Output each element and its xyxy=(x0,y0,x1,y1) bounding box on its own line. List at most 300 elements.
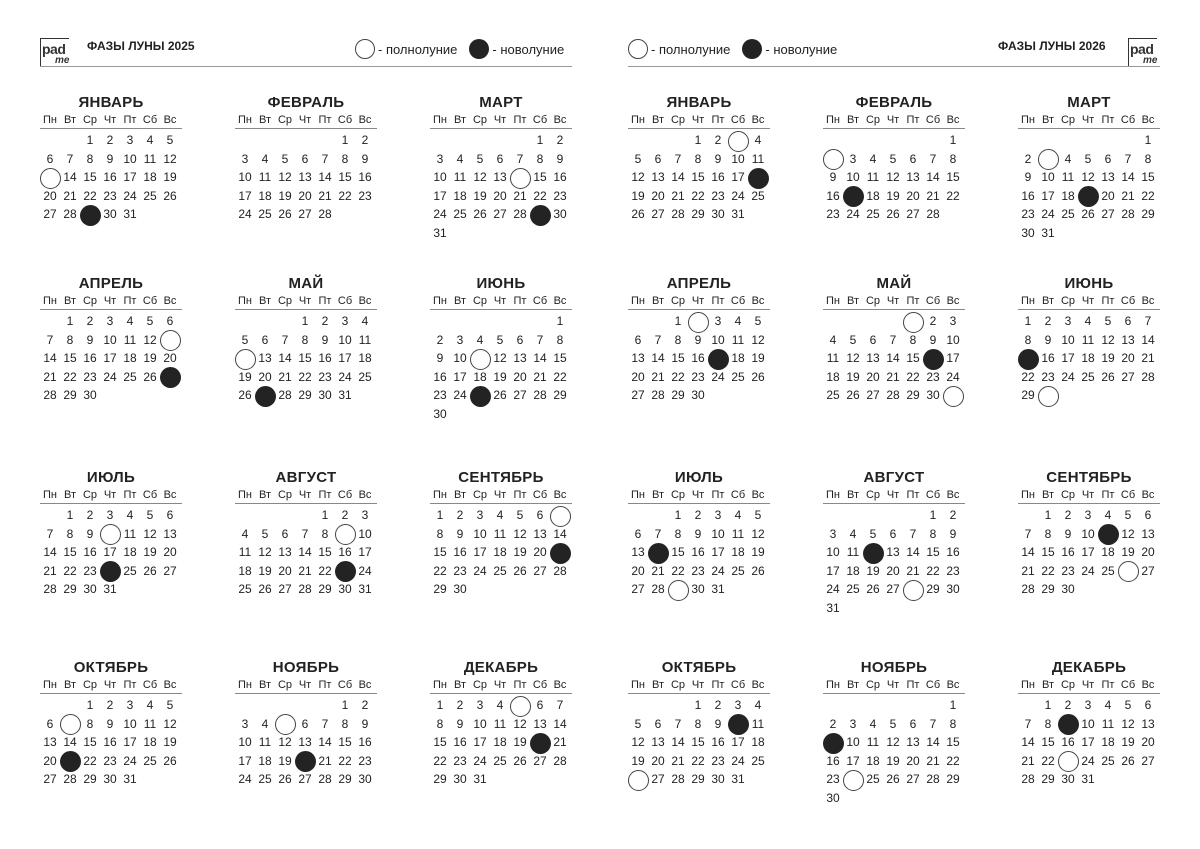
day-cell: 23 xyxy=(1021,207,1035,221)
day-grid xyxy=(40,312,182,405)
day-cell: 6 xyxy=(654,716,662,731)
day-cell: 28 xyxy=(63,207,77,221)
day-cell: 11 xyxy=(258,735,272,749)
day-cell: 25 xyxy=(258,207,272,221)
day-cell: 28 xyxy=(553,563,567,578)
day-cell: 18 xyxy=(866,188,880,203)
weekday-label: Сб xyxy=(532,679,548,691)
day-cell: 8 xyxy=(674,332,682,347)
day-cell: 2 xyxy=(929,314,937,328)
day-cell: 26 xyxy=(143,563,157,578)
day-cell: 25 xyxy=(493,563,507,578)
day-cell: 23 xyxy=(103,753,117,768)
day-cell: 23 xyxy=(926,369,940,384)
day-cell: 21 xyxy=(318,188,332,203)
day-cell: 22 xyxy=(553,369,567,384)
day-cell: 18 xyxy=(1101,545,1115,559)
month-7 xyxy=(40,468,182,599)
day-cell: 6 xyxy=(1124,314,1132,328)
weekday-label: Вс xyxy=(751,114,765,126)
day-cell: 31 xyxy=(103,582,117,596)
day-cell: 13 xyxy=(651,735,665,749)
month-1 xyxy=(628,93,770,224)
month-7 xyxy=(628,468,770,599)
day-cell: 13 xyxy=(866,351,880,365)
weekday-label: Вт xyxy=(1041,679,1054,691)
day-cell: 20 xyxy=(631,369,645,384)
day-cell: 27 xyxy=(513,388,527,402)
month-name: НОЯБРЬ xyxy=(272,659,340,676)
weekday-label: Чт xyxy=(298,295,312,307)
day-cell: 1 xyxy=(66,508,74,522)
day-cell: 30 xyxy=(103,772,117,786)
day-cell: 27 xyxy=(298,772,312,786)
day-cell: 9 xyxy=(456,526,464,541)
day-cell: 16 xyxy=(433,369,447,384)
day-cell: 5 xyxy=(889,151,897,166)
day-cell: 2 xyxy=(361,133,369,147)
weekday-label: Ср xyxy=(472,114,488,126)
day-grid xyxy=(628,696,770,789)
day-cell: 8 xyxy=(341,716,349,731)
new-moon-day xyxy=(255,386,275,405)
weekday-label: Пн xyxy=(1021,295,1035,307)
weekday-label: Ср xyxy=(277,295,293,307)
day-cell: 3 xyxy=(829,526,837,541)
day-cell: 16 xyxy=(1041,351,1055,365)
day-cell: 13 xyxy=(1101,170,1115,184)
day-cell: 21 xyxy=(553,735,567,749)
weekday-label: Сб xyxy=(532,489,548,501)
day-cell: 30 xyxy=(691,388,705,402)
day-cell: 18 xyxy=(238,563,252,578)
weekday-label: Вс xyxy=(751,489,765,501)
day-cell: 21 xyxy=(926,753,940,768)
day-cell: 4 xyxy=(261,716,269,731)
day-cell: 26 xyxy=(258,582,272,596)
day-cell: 12 xyxy=(278,170,292,184)
day-cell: 29 xyxy=(926,582,940,596)
weekday-label: Ср xyxy=(277,489,293,501)
day-cell: 26 xyxy=(1101,369,1115,384)
day-cell: 19 xyxy=(751,545,765,559)
weekday-label: Чт xyxy=(691,679,705,691)
day-cell: 27 xyxy=(298,207,312,221)
weekday-label: Пн xyxy=(631,295,645,307)
day-cell: 18 xyxy=(1061,188,1075,203)
month-10 xyxy=(40,658,182,789)
day-cell: 30 xyxy=(318,388,332,402)
month-2 xyxy=(823,93,965,224)
day-cell: 8 xyxy=(1024,332,1032,347)
day-cell: 31 xyxy=(473,772,487,786)
weekday-label: Пт xyxy=(318,114,332,126)
weekday-label: Ср xyxy=(670,114,686,126)
day-cell: 3 xyxy=(849,151,857,166)
day-cell: 29 xyxy=(671,388,685,402)
weekday-label: Ср xyxy=(670,679,686,691)
day-cell: 18 xyxy=(493,545,507,559)
day-cell: 1 xyxy=(341,698,349,712)
weekday-label: Вт xyxy=(453,679,466,691)
day-cell: 24 xyxy=(1081,563,1095,578)
day-grid xyxy=(40,696,182,789)
weekday-label: Чт xyxy=(886,679,900,691)
day-cell: 11 xyxy=(826,351,840,365)
day-cell: 12 xyxy=(1121,716,1135,731)
day-cell: 23 xyxy=(1061,563,1075,578)
legend-new-label: - новолуние xyxy=(765,41,838,57)
weekday-label: Вт xyxy=(63,489,76,501)
day-cell: 27 xyxy=(278,582,292,596)
day-cell: 11 xyxy=(866,735,880,749)
weekday-label: Сб xyxy=(142,489,158,501)
day-cell: 24 xyxy=(103,369,117,384)
day-cell: 15 xyxy=(1141,170,1155,184)
day-cell: 11 xyxy=(143,151,157,166)
day-cell: 2 xyxy=(361,698,369,712)
day-cell: 3 xyxy=(456,332,464,347)
day-cell: 12 xyxy=(513,526,527,541)
day-cell: 18 xyxy=(123,351,137,365)
day-cell: 20 xyxy=(278,563,292,578)
day-cell: 3 xyxy=(241,151,249,166)
day-cell: 5 xyxy=(146,508,154,522)
weekday-label: Вс xyxy=(751,679,765,691)
day-cell: 3 xyxy=(734,698,742,712)
day-cell: 6 xyxy=(654,151,662,166)
new-moon-day xyxy=(1018,349,1038,368)
month-11 xyxy=(235,658,377,789)
day-cell: 22 xyxy=(906,369,920,384)
day-cell: 29 xyxy=(906,388,920,402)
day-cell: 28 xyxy=(63,772,77,786)
day-cell: 1 xyxy=(674,314,682,328)
day-cell: 3 xyxy=(106,508,114,522)
day-cell: 17 xyxy=(103,351,117,365)
day-cell: 26 xyxy=(163,753,177,768)
day-cell: 21 xyxy=(926,188,940,203)
new-moon-day xyxy=(160,368,180,387)
day-cell: 7 xyxy=(516,151,524,166)
day-cell: 16 xyxy=(711,735,725,749)
weekday-label: Пт xyxy=(123,295,137,307)
calendar-2026 xyxy=(600,0,1200,849)
day-cell: 18 xyxy=(731,545,745,559)
weekday-label: Пт xyxy=(906,295,920,307)
day-cell: 8 xyxy=(301,332,309,347)
day-cell: 23 xyxy=(83,369,97,384)
day-cell: 9 xyxy=(1024,170,1032,184)
day-cell: 25 xyxy=(1061,207,1075,221)
weekday-header xyxy=(628,294,770,310)
day-cell: 22 xyxy=(83,753,97,768)
day-cell: 26 xyxy=(866,582,880,596)
day-cell: 24 xyxy=(473,563,487,578)
weekday-header xyxy=(430,488,572,504)
day-cell: 4 xyxy=(146,133,154,147)
day-cell: 11 xyxy=(751,151,765,166)
weekday-label: Вс xyxy=(358,679,372,691)
weekday-label: Вс xyxy=(1141,295,1155,307)
day-cell: 16 xyxy=(318,351,332,365)
day-cell: 10 xyxy=(123,716,137,731)
day-cell: 21 xyxy=(43,563,57,578)
day-cell: 2 xyxy=(456,508,464,522)
weekday-label: Пн xyxy=(1021,679,1035,691)
day-cell: 4 xyxy=(456,151,464,166)
weekday-label: Пт xyxy=(1101,295,1115,307)
day-cell: 8 xyxy=(674,526,682,541)
day-cell: 27 xyxy=(163,563,177,578)
legend-2025 xyxy=(355,38,564,60)
weekday-label: Ср xyxy=(472,295,488,307)
new-moon-day xyxy=(648,543,668,562)
day-cell: 16 xyxy=(83,351,97,365)
day-cell: 25 xyxy=(123,563,137,578)
day-cell: 25 xyxy=(731,369,745,384)
day-cell: 18 xyxy=(453,188,467,203)
month-12 xyxy=(430,658,572,789)
day-cell: 7 xyxy=(321,716,329,731)
day-cell: 9 xyxy=(1064,526,1072,541)
day-cell: 22 xyxy=(338,188,352,203)
day-cell: 23 xyxy=(318,369,332,384)
day-cell: 31 xyxy=(123,772,137,786)
day-cell: 3 xyxy=(1064,314,1072,328)
day-cell: 28 xyxy=(533,388,547,402)
weekday-label: Вт xyxy=(846,295,859,307)
day-cell: 27 xyxy=(533,753,547,768)
day-cell: 20 xyxy=(631,563,645,578)
weekday-label: Пн xyxy=(631,114,645,126)
day-cell: 13 xyxy=(533,526,547,541)
day-cell: 29 xyxy=(433,772,447,786)
day-cell: 12 xyxy=(1101,332,1115,347)
day-cell: 2 xyxy=(949,508,957,522)
weekday-label: Вс xyxy=(751,295,765,307)
day-cell: 13 xyxy=(493,170,507,184)
day-cell: 12 xyxy=(513,716,527,731)
day-cell: 7 xyxy=(674,716,682,731)
day-cell: 21 xyxy=(906,563,920,578)
day-cell: 21 xyxy=(298,563,312,578)
weekday-label: Пт xyxy=(513,489,527,501)
weekday-header xyxy=(1018,294,1160,310)
day-cell: 2 xyxy=(436,332,444,347)
day-cell: 2 xyxy=(829,716,837,731)
weekday-label: Сб xyxy=(1120,679,1136,691)
weekday-label: Вт xyxy=(1041,489,1054,501)
day-cell: 20 xyxy=(651,188,665,203)
month-8 xyxy=(823,468,965,617)
weekday-label: Вт xyxy=(258,679,271,691)
weekday-label: Вт xyxy=(63,114,76,126)
day-cell: 1 xyxy=(949,133,957,147)
day-cell: 18 xyxy=(1081,351,1095,365)
day-cell: 17 xyxy=(238,188,252,203)
day-cell: 8 xyxy=(536,151,544,166)
weekday-header xyxy=(1018,678,1160,694)
month-1 xyxy=(40,93,182,224)
day-cell: 11 xyxy=(1101,716,1115,731)
day-cell: 27 xyxy=(631,582,645,596)
day-cell: 15 xyxy=(691,735,705,749)
day-cell: 11 xyxy=(238,545,252,559)
day-cell: 7 xyxy=(46,332,54,347)
day-cell: 3 xyxy=(361,508,369,522)
day-cell: 20 xyxy=(651,753,665,768)
full-moon-day xyxy=(728,131,748,150)
day-cell: 11 xyxy=(358,332,372,347)
weekday-label: Вс xyxy=(1141,114,1155,126)
day-cell: 22 xyxy=(671,369,685,384)
weekday-label: Вт xyxy=(453,489,466,501)
day-cell: 4 xyxy=(1104,698,1112,712)
weekday-label: Вт xyxy=(63,679,76,691)
weekday-label: Ср xyxy=(472,679,488,691)
day-cell: 14 xyxy=(43,545,57,559)
day-cell: 18 xyxy=(143,735,157,749)
day-cell: 30 xyxy=(711,207,725,221)
day-cell: 25 xyxy=(358,369,372,384)
day-cell: 19 xyxy=(1121,735,1135,749)
weekday-label: Ср xyxy=(670,295,686,307)
day-cell: 9 xyxy=(714,151,722,166)
day-cell: 23 xyxy=(946,563,960,578)
weekday-label: Пт xyxy=(906,679,920,691)
weekday-header xyxy=(430,678,572,694)
weekday-label: Вс xyxy=(946,489,960,501)
day-cell: 19 xyxy=(143,545,157,559)
day-cell: 14 xyxy=(298,545,312,559)
day-cell: 5 xyxy=(889,716,897,731)
month-9 xyxy=(430,468,572,599)
day-cell: 16 xyxy=(358,735,372,749)
day-cell: 21 xyxy=(886,369,900,384)
day-cell: 2 xyxy=(1024,151,1032,166)
day-cell: 24 xyxy=(123,188,137,203)
day-cell: 25 xyxy=(453,207,467,221)
day-cell: 10 xyxy=(473,716,487,731)
day-cell: 17 xyxy=(103,545,117,559)
day-cell: 6 xyxy=(496,151,504,166)
day-cell: 17 xyxy=(731,170,745,184)
weekday-header xyxy=(628,488,770,504)
day-cell: 10 xyxy=(731,151,745,166)
weekday-label: Пн xyxy=(238,295,252,307)
new-moon-day xyxy=(295,752,315,771)
day-cell: 12 xyxy=(631,170,645,184)
day-cell: 19 xyxy=(473,188,487,203)
day-cell: 26 xyxy=(473,207,487,221)
day-cell: 6 xyxy=(909,716,917,731)
weekday-label: Пт xyxy=(513,114,527,126)
full-moon-day xyxy=(1038,150,1058,169)
day-cell: 8 xyxy=(86,716,94,731)
month-name: ФЕВРАЛЬ xyxy=(267,94,345,111)
day-cell: 2 xyxy=(1044,314,1052,328)
day-cell: 22 xyxy=(338,753,352,768)
day-cell: 7 xyxy=(46,526,54,541)
day-cell: 16 xyxy=(826,188,840,203)
day-cell: 27 xyxy=(533,563,547,578)
weekday-label: Пт xyxy=(318,679,332,691)
day-cell: 10 xyxy=(338,332,352,347)
day-cell: 13 xyxy=(278,545,292,559)
day-cell: 19 xyxy=(163,170,177,184)
day-cell: 23 xyxy=(83,563,97,578)
day-cell: 29 xyxy=(553,388,567,402)
month-11 xyxy=(823,658,965,807)
day-cell: 26 xyxy=(751,369,765,384)
day-cell: 26 xyxy=(493,388,507,402)
weekday-label: Вс xyxy=(553,114,567,126)
month-9 xyxy=(1018,468,1160,599)
day-cell: 17 xyxy=(711,545,725,559)
day-cell: 21 xyxy=(651,563,665,578)
day-cell: 15 xyxy=(671,351,685,365)
day-cell: 16 xyxy=(358,170,372,184)
day-cell: 3 xyxy=(126,133,134,147)
day-cell: 4 xyxy=(126,314,134,328)
day-cell: 29 xyxy=(946,772,960,786)
weekday-header xyxy=(430,113,572,129)
day-cell: 9 xyxy=(86,332,94,347)
month-name: ДЕКАБРЬ xyxy=(1051,659,1127,676)
day-cell: 12 xyxy=(751,332,765,347)
weekday-label: Пн xyxy=(433,489,447,501)
day-cell: 23 xyxy=(103,188,117,203)
day-cell: 24 xyxy=(238,207,252,221)
day-cell: 15 xyxy=(1041,735,1055,749)
weekday-header xyxy=(40,113,182,129)
weekday-label: Вт xyxy=(846,489,859,501)
month-3 xyxy=(430,93,572,242)
day-cell: 3 xyxy=(106,314,114,328)
day-cell: 30 xyxy=(1061,582,1075,596)
day-cell: 8 xyxy=(909,332,917,347)
day-cell: 3 xyxy=(714,314,722,328)
weekday-label: Ср xyxy=(472,489,488,501)
weekday-label: Чт xyxy=(1081,489,1095,501)
day-cell: 19 xyxy=(513,545,527,559)
weekday-label: Ср xyxy=(1060,295,1076,307)
day-cell: 23 xyxy=(711,753,725,768)
day-grid xyxy=(40,131,182,224)
weekday-label: Вс xyxy=(163,489,177,501)
day-cell: 28 xyxy=(1121,207,1135,221)
weekday-label: Сб xyxy=(532,295,548,307)
day-cell: 8 xyxy=(1144,151,1152,166)
day-cell: 26 xyxy=(513,563,527,578)
weekday-label: Ср xyxy=(865,679,881,691)
full-moon-day xyxy=(1038,386,1058,405)
weekday-header xyxy=(823,678,965,694)
day-cell: 5 xyxy=(496,332,504,347)
weekday-label: Пн xyxy=(826,679,840,691)
day-cell: 18 xyxy=(493,735,507,749)
day-cell: 7 xyxy=(1024,526,1032,541)
day-cell: 5 xyxy=(166,133,174,147)
day-cell: 6 xyxy=(261,332,269,347)
day-cell: 31 xyxy=(1041,225,1055,240)
new-moon-day xyxy=(335,562,355,581)
new-moon-day xyxy=(823,733,843,752)
day-cell: 2 xyxy=(694,508,702,522)
weekday-label: Вс xyxy=(553,679,567,691)
day-cell: 6 xyxy=(281,526,289,541)
